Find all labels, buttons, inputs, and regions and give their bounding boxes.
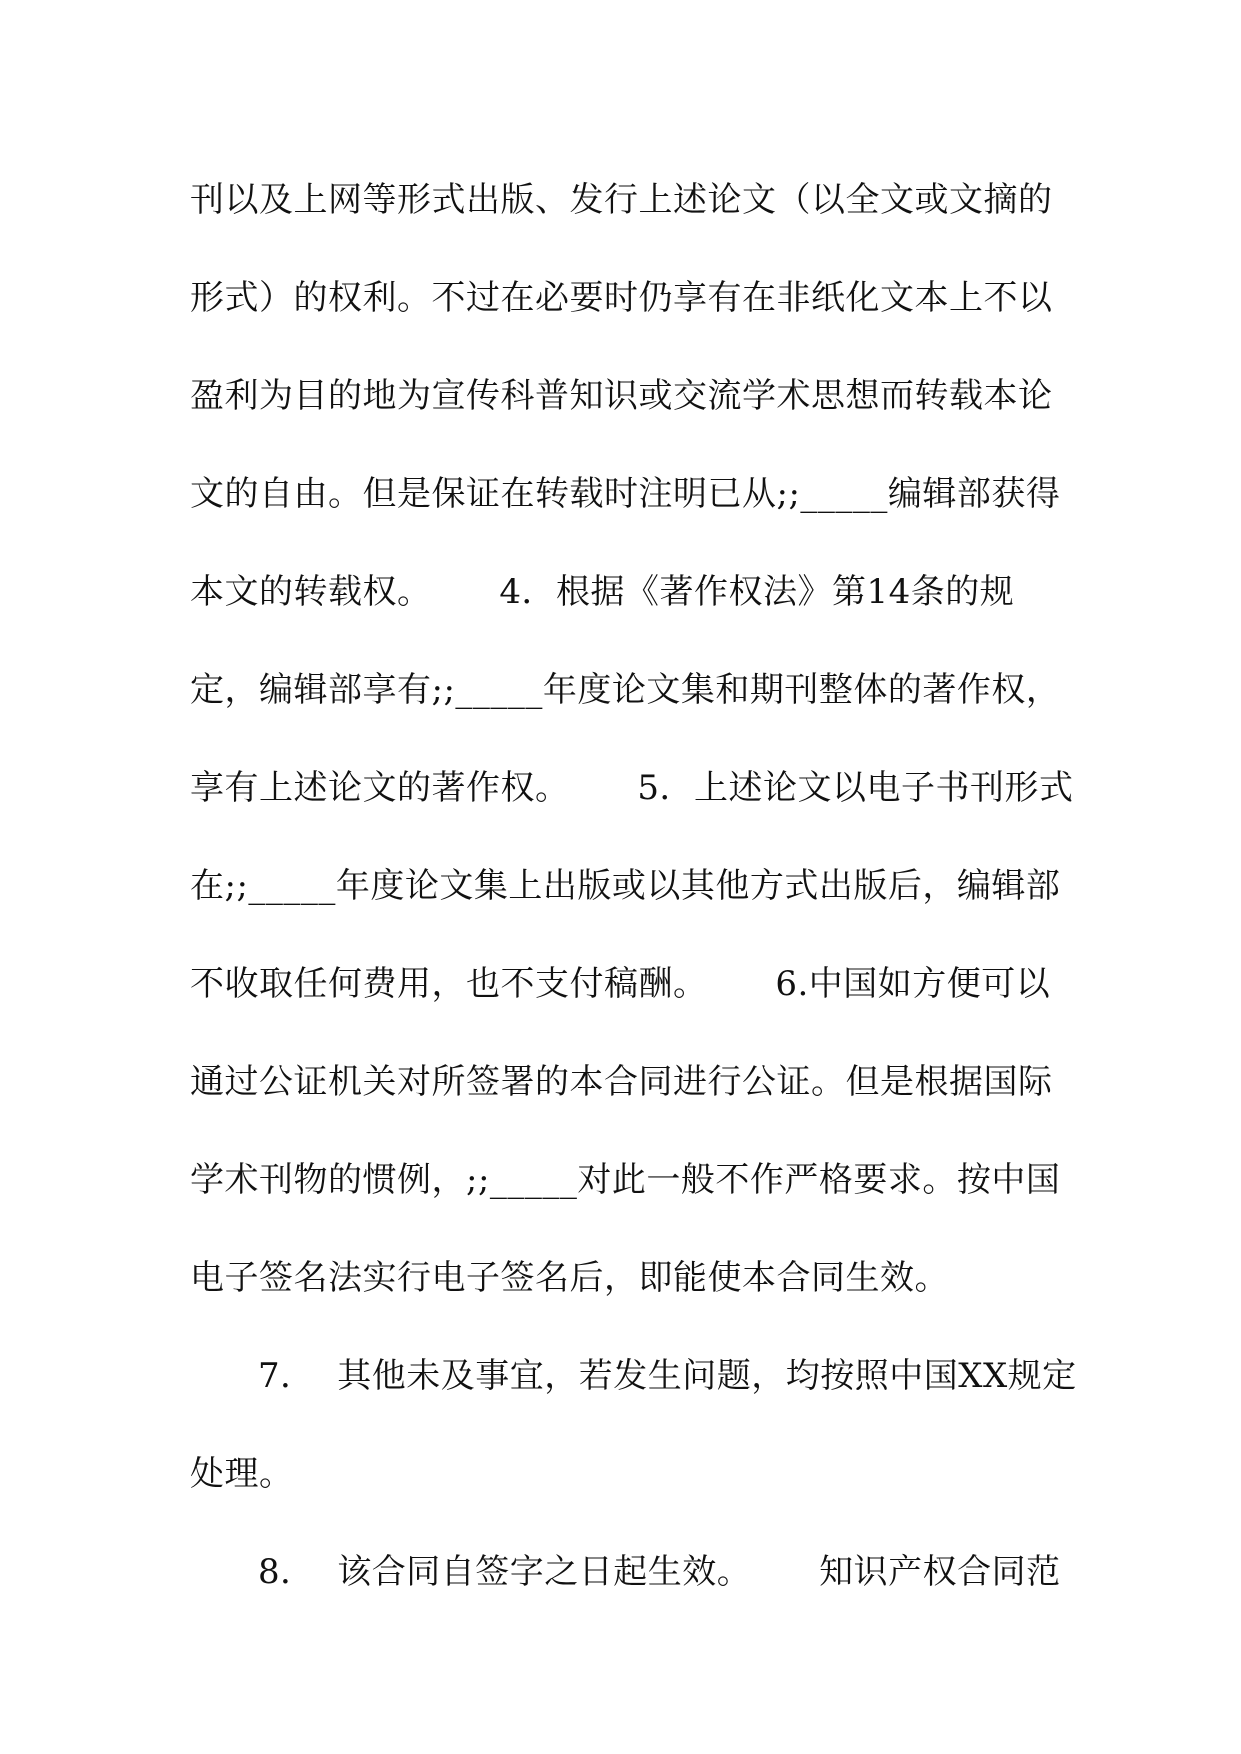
text-line: 处理。 xyxy=(190,1454,294,1494)
text-line: 不收取任何费用，也不支付稿酬。 6.中国如方便可以 xyxy=(190,964,1051,1004)
text-line: 电子签名法实行电子签名后，即能使本合同生效。 xyxy=(190,1258,949,1298)
text-line-item-7: 7． 其他未及事宜，若发生问题，均按照中国XX规定 xyxy=(258,1356,1077,1396)
text-line: 享有上述论文的著作权。 5．上述论文以电子书刊形式 xyxy=(190,768,1074,808)
text-line: 定，编辑部享有;;_____年度论文集和期刊整体的著作权， xyxy=(190,670,1061,710)
text-line: 文的自由。但是保证在转载时注明已从;;_____编辑部获得 xyxy=(190,474,1061,514)
text-line: 学术刊物的惯例，;;_____对此一般不作严格要求。按中国 xyxy=(190,1160,1061,1200)
text-line: 在;;_____年度论文集上出版或以其他方式出版后，编辑部 xyxy=(190,866,1061,906)
text-line: 通过公证机关对所签署的本合同进行公证。但是根据国际 xyxy=(190,1062,1053,1102)
text-line: 盈利为目的地为宣传科普知识或交流学术思想而转载本论 xyxy=(190,376,1053,416)
text-line-item-8: 8． 该合同自签字之日起生效。 知识产权合同范 xyxy=(258,1552,1061,1592)
text-line: 形式）的权利。不过在必要时仍享有在非纸化文本上不以 xyxy=(190,278,1053,318)
text-line: 刊以及上网等形式出版、发行上述论文（以全文或文摘的 xyxy=(190,180,1053,220)
text-line: 本文的转载权。 4．根据《著作权法》第14条的规 xyxy=(190,572,1015,612)
